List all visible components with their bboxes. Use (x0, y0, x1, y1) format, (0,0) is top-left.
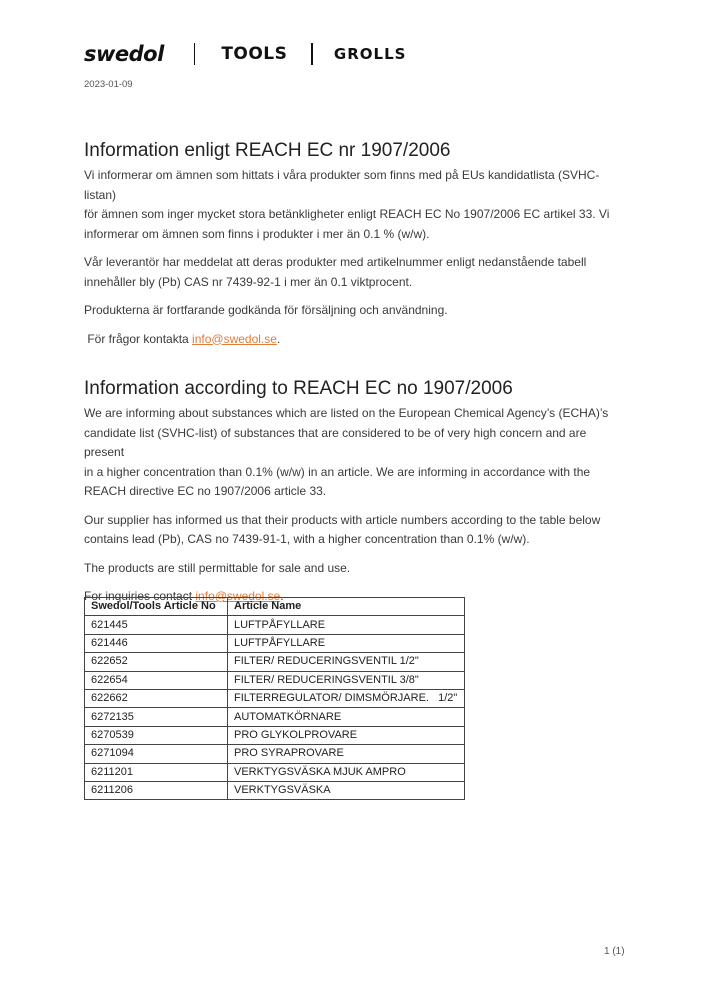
text-line: Our supplier has informed us that their products with article numbers according to the table below (84, 512, 601, 527)
article-name-cell: FILTER/ REDUCERINGSVENTIL 1/2" (228, 653, 465, 671)
text-line: för ämnen som inger mycket stora betänkligheter enligt REACH EC No 1907/2006 EC artikel 33. Vi (84, 207, 610, 221)
text-line: REACH directive EC no 1907/2006 article 33. (84, 484, 327, 498)
swedol-logo: swedol (84, 42, 164, 66)
table-row (85, 689, 465, 707)
article-no-cell: 621445 (85, 616, 228, 634)
text-line: informerar om ämnen som finns i produkter i mer än 0.1 % (w/w). (84, 226, 430, 241)
swedish-paragraph-1 (84, 166, 629, 244)
swedish-paragraph-2 (84, 253, 629, 292)
article-no-cell: 6272135 (85, 708, 228, 726)
text-line: We are informing about substances which are listed on the European Chemical Agency’s (ECHA)’s (84, 406, 609, 420)
article-no-cell: 6270539 (85, 726, 228, 744)
table-row (85, 745, 465, 763)
article-table (84, 597, 465, 800)
swedish-title: Information enligt REACH EC nr 1907/2006 (84, 140, 451, 161)
swedish-contact (84, 330, 629, 350)
grolls-logo: GROLLS (333, 45, 407, 63)
article-no-cell: 6211206 (85, 781, 228, 799)
article-name-cell: LUFTPÅFYLLARE (228, 634, 465, 652)
article-no-cell: 6271094 (85, 745, 228, 763)
text-line: Vår leverantör har meddelat att deras produkter med artikelnummer enligt nedanstående tabell (84, 255, 587, 269)
table-row (85, 781, 465, 799)
text-line: Vi informerar om ämnen som hittats i våra produkter som finns med på EUs kandidatlista (SVHC-listan) (84, 168, 600, 202)
table-row (85, 726, 465, 744)
article-name-cell: LUFTPÅFYLLARE (228, 616, 465, 634)
contact-suffix: . (276, 331, 281, 346)
article-name-cell: FILTER/ REDUCERINGSVENTIL 3/8" (228, 671, 465, 689)
english-section (84, 377, 629, 607)
table-row (85, 653, 465, 671)
table-row (85, 763, 465, 781)
column-header-article-name: Article Name (228, 598, 465, 616)
contact-prefix: For inquiries contact (84, 589, 196, 603)
logo-divider (311, 43, 313, 65)
logo-divider (194, 43, 196, 65)
swedish-paragraph-3: Produkterna är fortfarande godkända för försäljning och användning. (84, 303, 448, 317)
table-header-row (85, 598, 465, 616)
contact-prefix: För frågor kontakta (84, 331, 193, 346)
article-no-cell: 621446 (85, 634, 228, 652)
text-line: innehåller bly (Pb) CAS nr 7439-92-1 i mer än 0.1 viktprocent. (84, 274, 413, 289)
contact-email-link[interactable]: info@swedol.se (195, 589, 281, 603)
article-no-cell: 622652 (85, 653, 228, 671)
document-date: 2023-01-09 (84, 79, 133, 90)
table-row (85, 634, 465, 652)
contact-suffix: . (280, 589, 284, 603)
article-no-cell: 6211201 (85, 763, 228, 781)
article-no-cell: 622654 (85, 671, 228, 689)
tools-logo: TOOLS (221, 44, 288, 64)
article-name-cell: AUTOMATKÖRNARE (228, 708, 465, 726)
article-name-cell: PRO GLYKOLPROVARE (228, 726, 465, 744)
english-title: Information according to REACH EC no 1907/2006 (84, 378, 513, 399)
text-line: candidate list (SVHC-list) of substances that are considered to be of very high concern and are present (84, 425, 587, 459)
article-name-cell: PRO SYRAPROVARE (228, 745, 465, 763)
english-paragraph-2 (84, 511, 629, 550)
english-paragraph-1 (84, 404, 629, 502)
swedish-section (84, 139, 629, 349)
table-row (85, 616, 465, 634)
article-name-cell: VERKTYGSVÄSKA (228, 781, 465, 799)
table-row (85, 671, 465, 689)
article-no-cell: 622662 (85, 689, 228, 707)
column-header-article-no: Swedol/Tools Article No (85, 598, 228, 616)
text-line: in a higher concentration than 0.1% (w/w) in an article. We are informing in accordance with the (84, 464, 591, 479)
article-name-cell: VERKTYGSVÄSKA MJUK AMPRO (228, 763, 465, 781)
english-paragraph-3: The products are still permittable for sale and use. (84, 560, 351, 575)
page-number: 1 (1) (604, 946, 625, 957)
contact-email-link[interactable]: info@swedol.se (192, 331, 277, 346)
article-name-cell: FILTERREGULATOR/ DIMSMÖRJARE. 1/2" (228, 689, 465, 707)
text-line: contains lead (Pb), CAS no 7439-91-1, with a higher concentration than 0.1% (w/w). (84, 532, 530, 546)
table-row (85, 708, 465, 726)
brand-logos (84, 40, 406, 68)
